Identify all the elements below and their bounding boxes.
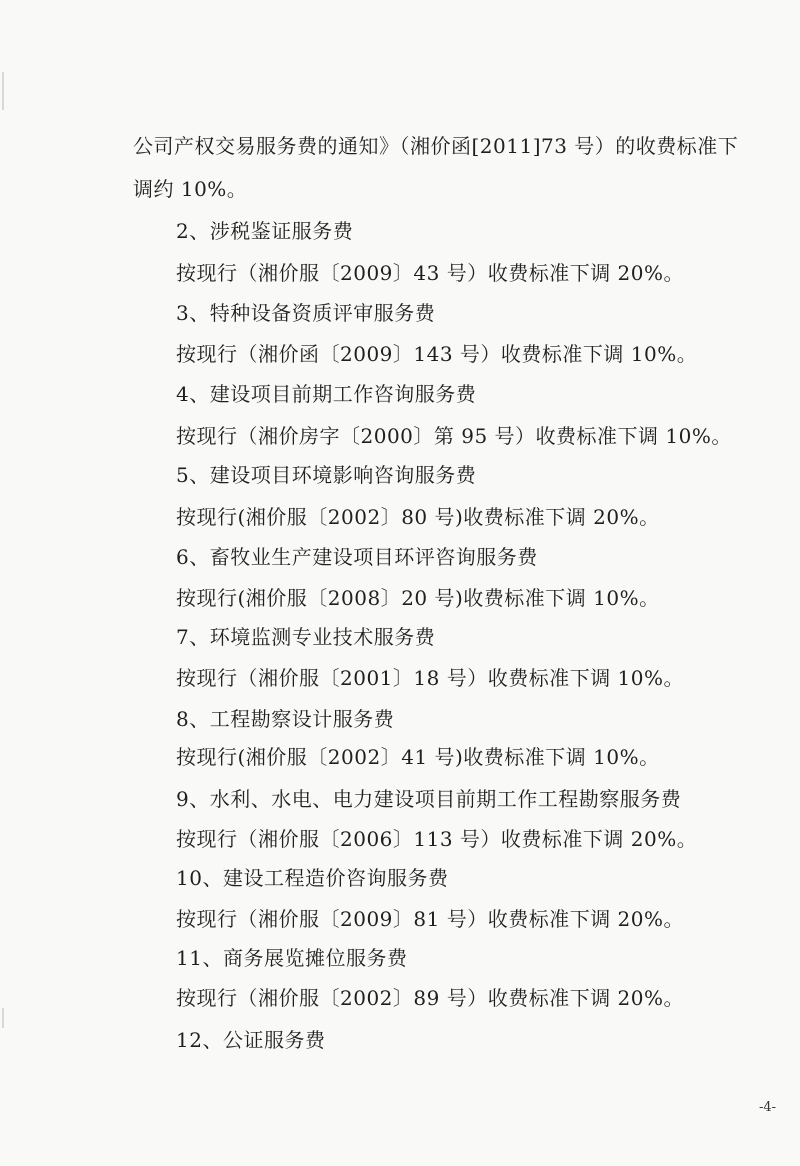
page-number: -4- (758, 1100, 776, 1115)
intro-line-1: 公司产权交易服务费的通知》（湘价函[2011]73 号）的收费标准下 (133, 134, 739, 158)
intro-line-2: 调约 10%。 (133, 177, 248, 201)
item-6-heading: 6、畜牧业生产建设项目环评咨询服务费 (176, 545, 538, 569)
item-6-detail: 按现行(湘价服〔2008〕20 号)收费标准下调 10%。 (176, 586, 660, 610)
item-9-detail: 按现行（湘价服〔2006〕113 号）收费标准下调 20%。 (176, 827, 698, 851)
item-4-detail: 按现行（湘价房字〔2000〕第 95 号）收费标准下调 10%。 (176, 424, 732, 448)
item-10-heading: 10、建设工程造价咨询服务费 (176, 866, 449, 890)
item-5-heading: 5、建设项目环境影响咨询服务费 (176, 463, 477, 487)
item-10-detail: 按现行（湘价服〔2009〕81 号）收费标准下调 20%。 (176, 907, 685, 931)
item-9-heading: 9、水利、水电、电力建设项目前期工作工程勘察服务费 (176, 787, 682, 811)
item-3-heading: 3、特种设备资质评审服务费 (176, 301, 436, 325)
scan-edge-mark (2, 1008, 4, 1028)
item-4-heading: 4、建设项目前期工作咨询服务费 (176, 382, 477, 406)
item-7-detail: 按现行（湘价服〔2001〕18 号）收费标准下调 10%。 (176, 666, 685, 690)
item-8-heading: 8、工程勘察设计服务费 (176, 707, 395, 731)
item-3-detail: 按现行（湘价函〔2009〕143 号）收费标准下调 10%。 (176, 342, 698, 366)
item-12-heading: 12、公证服务费 (176, 1028, 326, 1052)
item-8-detail: 按现行(湘价服〔2002〕41 号)收费标准下调 10%。 (176, 745, 660, 769)
scan-edge-mark (2, 72, 4, 110)
item-2-detail: 按现行（湘价服〔2009〕43 号）收费标准下调 20%。 (176, 261, 685, 285)
item-7-heading: 7、环境监测专业技术服务费 (176, 625, 436, 649)
item-2-heading: 2、涉税鉴证服务费 (176, 219, 354, 243)
item-11-detail: 按现行（湘价服〔2002〕89 号）收费标准下调 20%。 (176, 986, 685, 1010)
item-5-detail: 按现行(湘价服〔2002〕80 号)收费标准下调 20%。 (176, 505, 660, 529)
item-11-heading: 11、商务展览摊位服务费 (176, 946, 408, 970)
